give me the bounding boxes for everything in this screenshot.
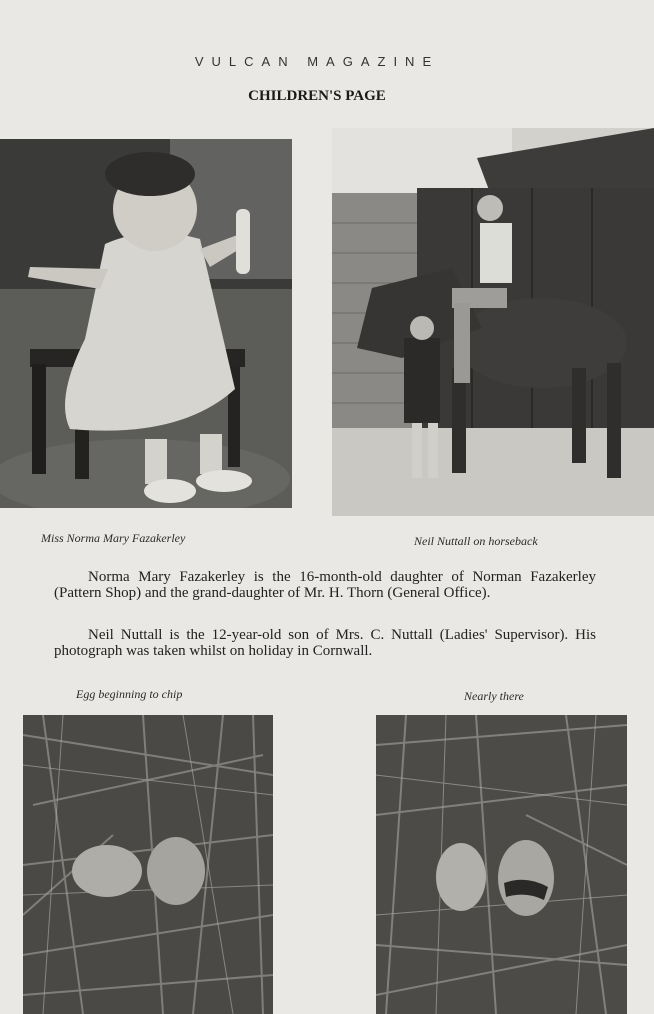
photo-horse <box>332 128 654 516</box>
caption-egg-nearly: Nearly there <box>464 689 524 703</box>
photo-girl <box>0 139 292 508</box>
caption-girl: Miss Norma Mary Fazakerley <box>41 531 186 545</box>
caption-horse: Neil Nuttall on horseback <box>414 534 538 548</box>
caption-egg-chip: Egg beginning to chip <box>76 687 183 701</box>
masthead: VULCAN MAGAZINE <box>194 54 440 69</box>
article-paragraph-1 <box>54 570 596 601</box>
photo-egg-chip <box>23 715 273 1014</box>
photo-egg-nearly <box>376 715 627 1014</box>
paragraph-2-text: Neil Nuttall is the 12-year-old son of Mrs. C. Nuttall (Ladies' Supervisor). His photograph was taken whilst on holiday in Cornwall. <box>54 627 596 659</box>
page-title: CHILDREN'S PAGE <box>248 88 386 104</box>
article-paragraph-2 <box>54 628 596 659</box>
paragraph-1-text: Norma Mary Fazakerley is the 16-month-old daughter of Norman Fazakerley (Pattern Shop) and the grand-daughter of Mr. H. Thorn (General Office). <box>54 569 596 601</box>
